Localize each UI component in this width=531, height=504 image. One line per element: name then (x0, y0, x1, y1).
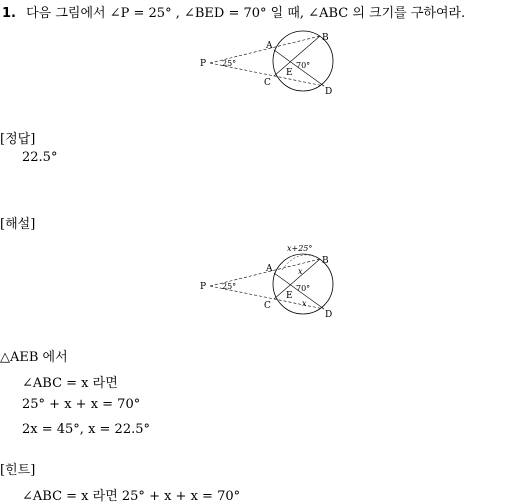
figure-2 (190, 240, 350, 322)
figure-2-arc-label: x+25° (287, 244, 313, 253)
figure-2-label-b: B (322, 256, 329, 266)
figure-1-line-cb (274, 36, 320, 76)
answer-value: 22.5° (22, 150, 58, 165)
figure-1-label-a: A (266, 41, 273, 51)
figure-2-label-d: D (325, 310, 333, 320)
solution-heading: [해설] (0, 217, 36, 232)
figure-2-label-e: E (286, 291, 293, 301)
figure-1-angle-e: 70° (296, 61, 311, 70)
figure-2-angle-p: 25° (222, 282, 237, 291)
solution-line-3: 25° + x + x = 70° (22, 397, 141, 412)
figure-2-angle-e: 70° (296, 284, 311, 293)
figure-1-label-p: P (200, 59, 207, 69)
figure-2-x-upper: x (298, 267, 303, 276)
figure-2-label-a: A (266, 264, 273, 274)
figure-1-label-b: B (322, 33, 329, 43)
problem-statement (2, 2, 465, 21)
figure-1-label-c: C (264, 78, 271, 88)
figure-2-label-c: C (264, 301, 271, 311)
solution-line-2: ∠ABC = x 라면 (22, 376, 118, 391)
figure-1-label-e: E (286, 68, 293, 78)
figure-2-line-cb (274, 259, 320, 299)
figure-1-angle-p: 25° (222, 59, 237, 68)
figure-2-label-p: P (200, 282, 207, 292)
figure-1-label-d: D (325, 87, 333, 97)
answer-heading: [정답] (0, 132, 36, 147)
solution-line-4: 2x = 45°, x = 22.5° (22, 422, 151, 437)
hint-text: ∠ABC = x 라면 25° + x + x = 70° (22, 489, 241, 504)
problem-text: 다음 그림에서 ∠P = 25° , ∠BED = 70° 일 때, ∠ABC 의 크기를 구하여라. (26, 6, 466, 21)
figure-1 (190, 30, 350, 100)
problem-number: 1. (2, 6, 16, 21)
figure-2-x-lower: x (302, 299, 307, 308)
solution-line-1: △AEB 에서 (0, 350, 68, 365)
hint-heading: [힌트] (0, 463, 36, 478)
